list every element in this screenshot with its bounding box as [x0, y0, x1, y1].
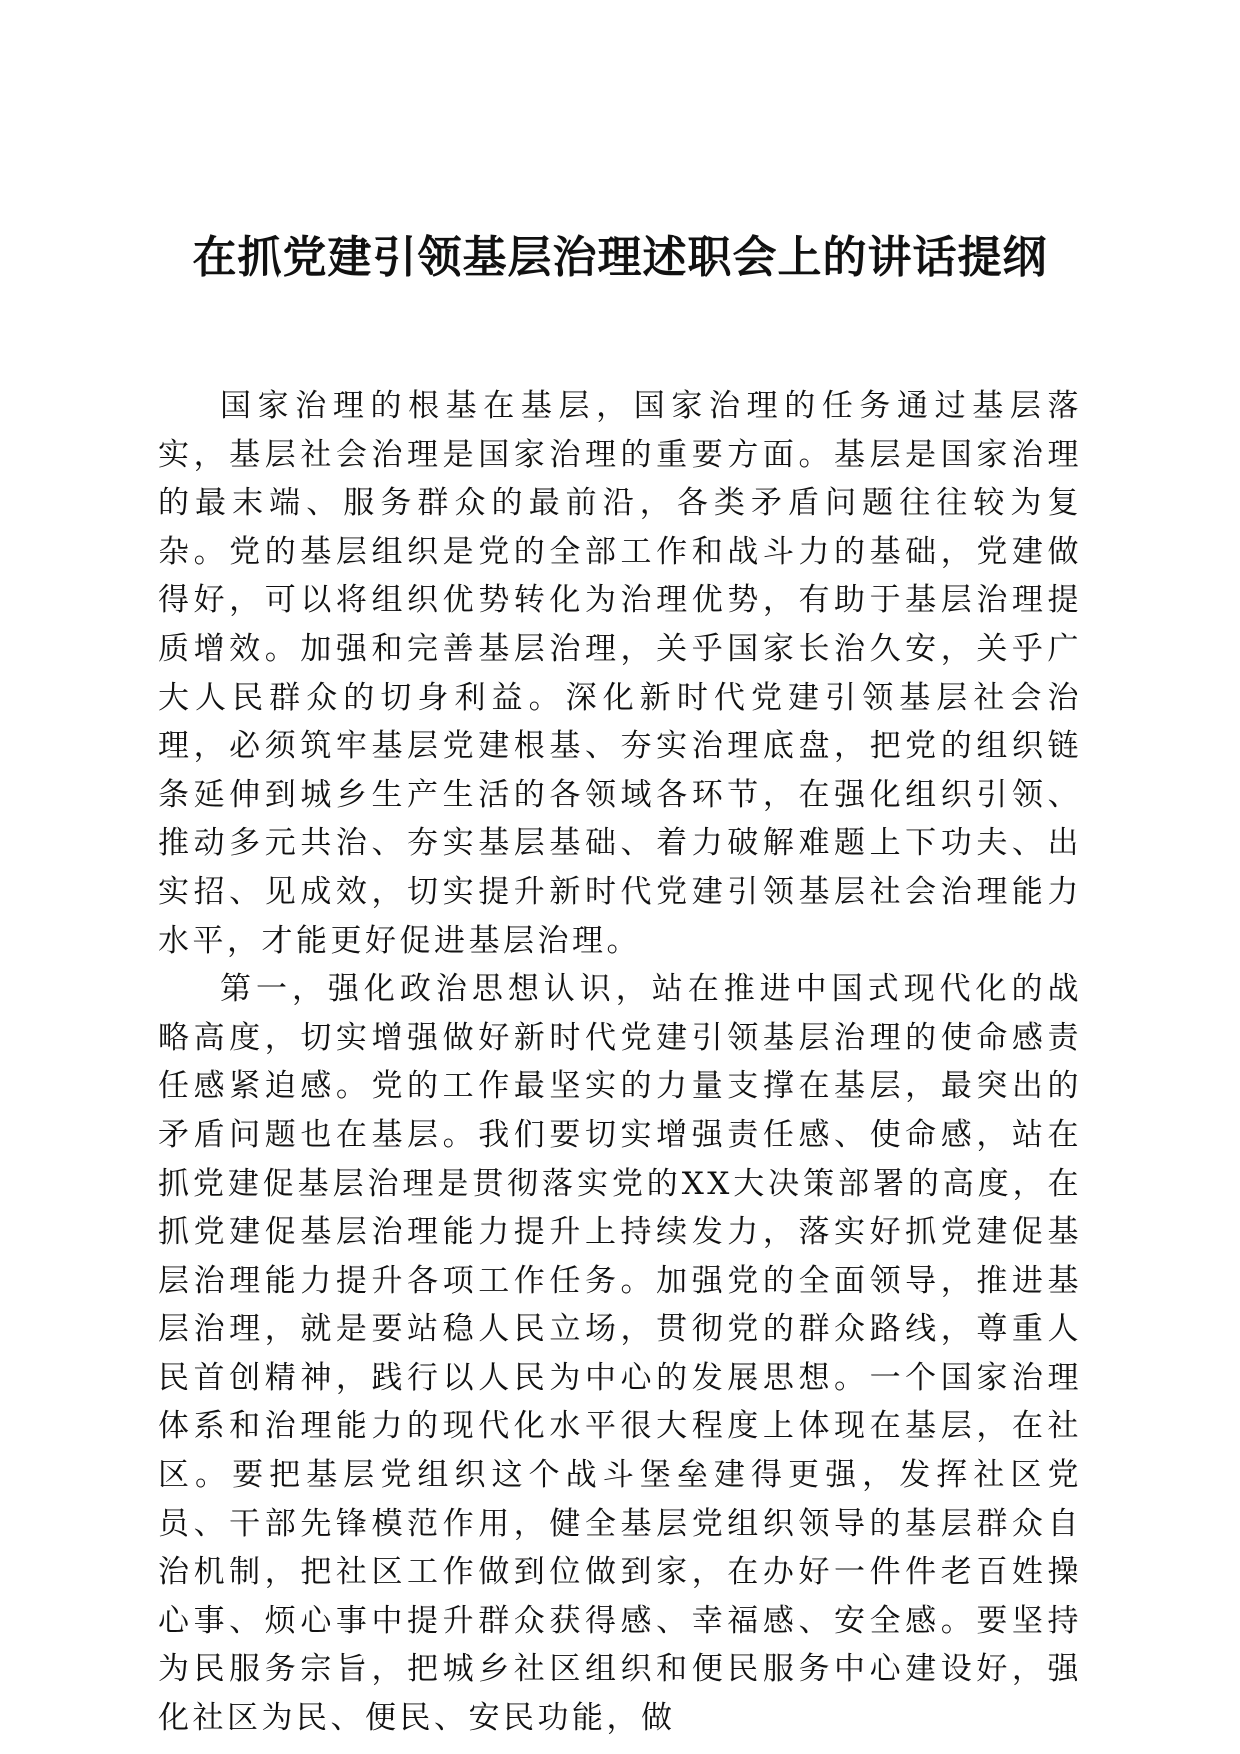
- document-title: 在抓党建引领基层治理述职会上的讲话提纲: [192, 232, 1048, 283]
- paragraph-intro: 国家治理的根基在基层，国家治理的任务通过基层落实，基层社会治理是国家治理的重要方面。基层是国家治理的最末端、服务群众的最前沿，各类矛盾问题往往较为复杂。党的基层组织是党的全部工作和战斗力的基础，党建做得好，可以将组织优势转化为治理优势，有助于基层治理提质增效。加强和完善基层治理，关乎国家长治久安，关乎广大人民群众的切身利益。深化新时代党建引领基层社会治理，必须筑牢基层党建根基、夯实治理底盘，把党的组织链条延伸到城乡生产生活的各领域各环节，在强化组织引领、推动多元共治、夯实基层基础、着力破解难题上下功夫、出实招、见成效，切实提升新时代党建引领基层社会治理能力水平，才能更好促进基层治理。: [158, 388, 1082, 959]
- document-body: [158, 382, 1082, 1743]
- paragraph-first-point: 第一，强化政治思想认识，站在推进中国式现代化的战略高度，切实增强做好新时代党建引领基层治理的使命感责任感紧迫感。党的工作最坚实的力量支撑在基层，最突出的矛盾问题也在基层。我们要切实增强责任感、使命感，站在抓党建促基层治理是贯彻落实党的XX大决策部署的高度，在抓党建促基层治理能力提升上持续发力，落实好抓党建促基层治理能力提升各项工作任务。加强党的全面领导，推进基层治理，就是要站稳人民立场，贯彻党的群众路线，尊重人民首创精神，践行以人民为中心的发展思想。一个国家治理体系和治理能力的现代化水平很大程度上体现在基层，在社区。要把基层党组织这个战斗堡垒建得更强，发挥社区党员、干部先锋模范作用，健全基层党组织领导的基层群众自治机制，把社区工作做到位做到家，在办好一件件老百姓操心事、烦心事中提升群众获得感、幸福感、安全感。要坚持为民服务宗旨，把城乡社区组织和便民服务中心建设好，强化社区为民、便民、安民功能，做: [158, 971, 1082, 1737]
